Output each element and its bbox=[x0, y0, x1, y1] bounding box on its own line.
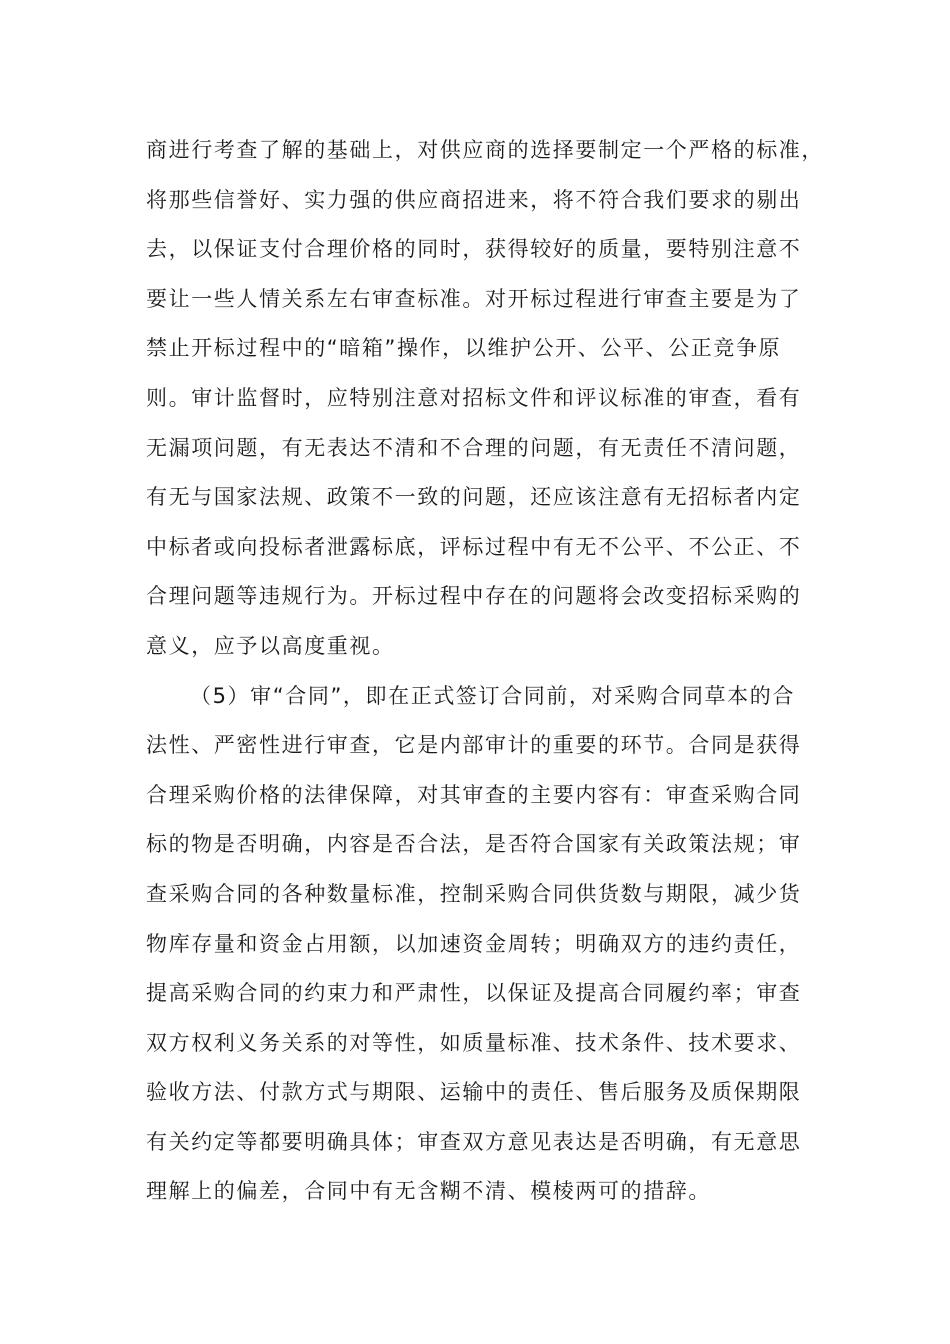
text-line: 合理问题等违规行为。开标过程中存在的问题将会改变招标采购的 bbox=[146, 584, 802, 609]
text-line: 要让一些人情关系左右审查标准。对开标过程进行审查主要是为了 bbox=[146, 286, 802, 311]
body-text bbox=[146, 134, 824, 1225]
text-line: 无漏项问题，有无表达不清和不合理的问题，有无责任不清问题， bbox=[146, 435, 802, 460]
text-line: 标的物是否明确，内容是否合法，是否符合国家有关政策法规；审 bbox=[146, 832, 802, 857]
text-line: 去，以保证支付合理价格的同时，获得较好的质量，要特别注意不 bbox=[146, 237, 802, 262]
text-line: 理解上的偏差，合同中有无含糊不清、模棱两可的措辞。 bbox=[146, 1179, 711, 1204]
text-line: 有无与国家法规、政策不一致的问题，还应该注意有无招标者内定 bbox=[146, 485, 802, 510]
text-line: 禁止开标过程中的“暗箱”操作，以维护公开、公平、公正竞争原 bbox=[146, 336, 782, 361]
text-line: 商进行考查了解的基础上，对供应商的选择要制定一个严格的标准， bbox=[146, 138, 824, 162]
text-line: 双方权利义务关系的对等性，如质量标准、技术条件、技术要求、 bbox=[146, 1030, 802, 1055]
text-line: 查采购合同的各种数量标准，控制采购合同供货数与期限，减少货 bbox=[146, 881, 802, 906]
text-line: 提高采购合同的约束力和严肃性，以保证及提高合同履约率；审查 bbox=[146, 981, 802, 1006]
text-line: 意义，应予以高度重视。 bbox=[146, 633, 395, 658]
text-line: 验收方法、付款方式与期限、运输中的责任、售后服务及质保期限 bbox=[146, 1080, 802, 1105]
text-line: 将那些信誉好、实力强的供应商招进来，将不符合我们要求的剔出 bbox=[146, 187, 802, 212]
text-line: 中标者或向投标者泄露标底，评标过程中有无不公平、不公正、不 bbox=[146, 534, 802, 559]
text-line: 物库存量和资金占用额，以加速资金周转；明确双方的违约责任， bbox=[146, 931, 802, 956]
text-line: 则。审计监督时，应特别注意对招标文件和评议标准的审查，看有 bbox=[146, 385, 802, 410]
text-line: 法性、严密性进行审查，它是内部审计的重要的环节。合同是获得 bbox=[146, 733, 802, 758]
text-line: 合理采购价格的法律保障，对其审查的主要内容有：审查采购合同 bbox=[146, 782, 802, 807]
text-line: 有关约定等都要明确具体；审查双方意见表达是否明确，有无意思 bbox=[146, 1129, 802, 1154]
text-line-indented: （5）审“合同”，即在正式签订合同前，对采购合同草本的合 bbox=[190, 683, 795, 708]
